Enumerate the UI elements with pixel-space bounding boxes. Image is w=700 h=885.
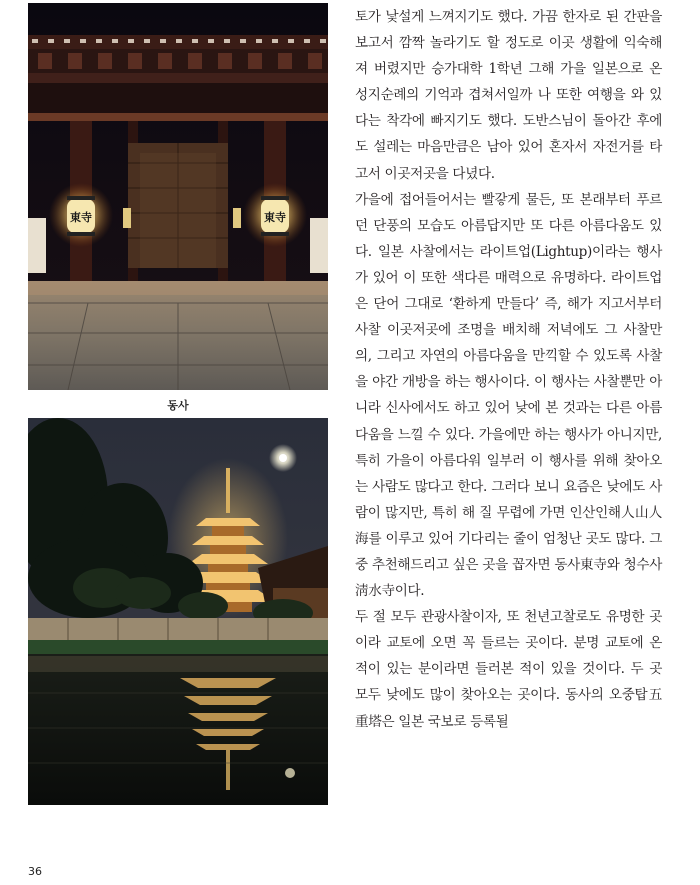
page-number: 36 [28,865,42,878]
lantern-left-text: 東寺 [70,211,92,224]
lantern-right-text: 東寺 [264,211,286,224]
paragraph-2: 가을에 접어들어서는 빨갛게 물든, 또 본래부터 푸르던 단풍의 모습도 아름답지만 또 다른 아름다움도 있다. 일본 사찰에서는 라이트업(Lightup)이라는 행사가 있어 이 또한 색다른 매력으로 유명하다. 라이트업은 단어 그대로 ‘환하게 만들다’ 즉, 해가 지고서부터 사찰 이곳저곳에 조명을 배치해 저녁에도 그 사찰만의, 그리고 자연의 아름다움을 만끽할 수 있도록 사찰을 야간 개방을 하는 행사이다. 이 행사는 사찰뿐만 아니라 신사에서도 하고 있어 낮에 본 것과는 다른 아름다움을 느낄 수 있다. 가을에만 하는 행사가 아니지만, 특히 가을이 아름다워 일부러 이 행사를 위해 찾아오는 사람도 많다고 한다. 그러다 보니 요즘은 낮에도 사람이 많지만, 특히 해 질 무렵에 가면 인산인해人山人海를 이루고 있어 기다리는 줄이 엄청난 곳도 많다. 그중 추천해드리고 싶은 곳을 꼽자면 동사東寺와 청수사淸水寺이다. [355,191,662,600]
paragraph-3: 두 절 모두 관광사찰이자, 또 천년고찰로도 유명한 곳이라 교토에 오면 꼭 들르는 곳이다. 분명 교토에 온 적이 있는 분이라면 들러본 적이 있을 것이다. 두 곳 모두 낮에도 많이 찾아오는 곳이다. 동사의 오중탑五重塔은 일본 국보로 등록될 [355,609,662,730]
pagoda-night-image [28,418,328,805]
paragraph-1: 토가 낯설게 느껴지기도 했다. 가끔 한자로 된 간판을 보고서 깜짝 놀라기도 할 정도로 이곳 생활에 익숙해져 버렸지만 승가대학 1학년 그해 가을 일본으로 온 성지순례의 기억과 겹쳐서일까 나 또한 여행을 와 있다는 착각에 빠지기도 했다. 도반스님이 돌아간 후에도 설레는 마음만큼은 남아 있어 혼자서 자전거를 타고서 이곳저곳을 다녔다. [355,9,662,182]
article-body [355,4,662,735]
photo-caption: 동사 [167,399,189,412]
temple-gate-photo [28,3,328,390]
pagoda-night-photo [28,418,328,805]
temple-gate-image [28,3,328,390]
